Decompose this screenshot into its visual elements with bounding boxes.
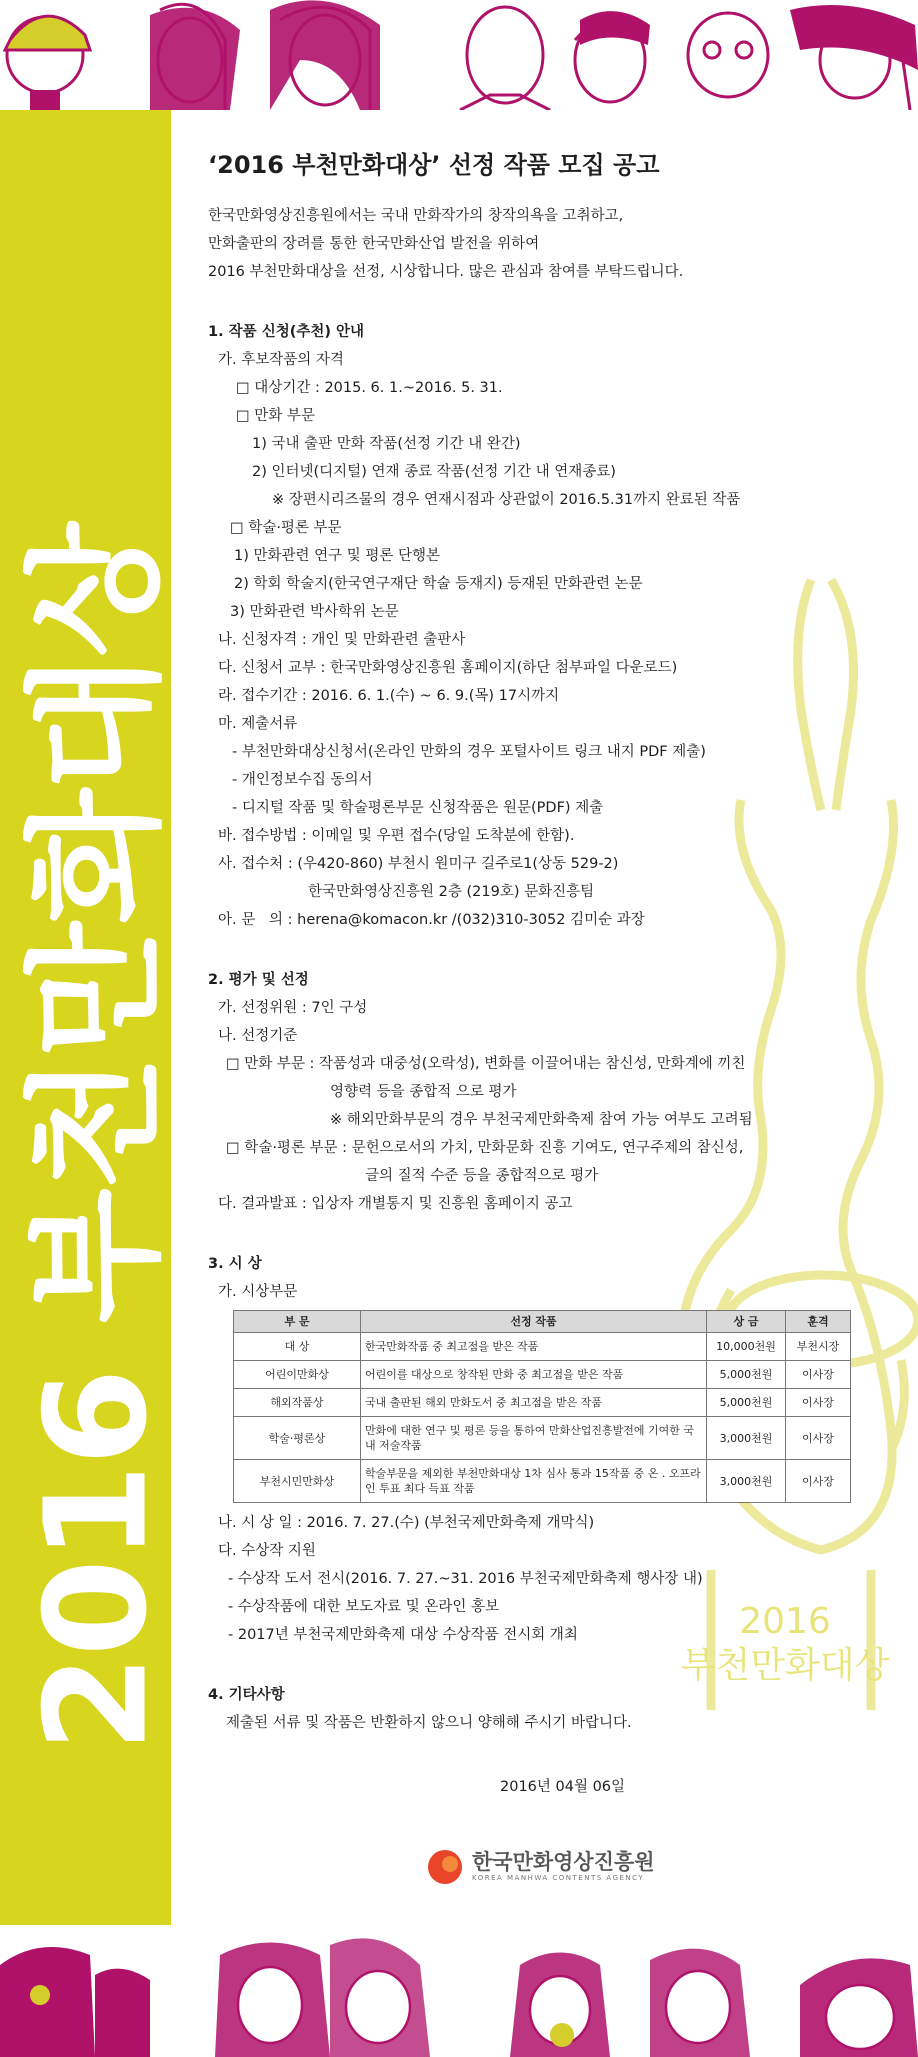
table-cell: 어린이만화상 [234, 1361, 361, 1389]
section-1-line: ※ 장편시리즈물의 경우 연재시점과 상관없이 2016.5.31까지 완료된 작품 [272, 492, 741, 508]
section-3-line: - 2017년 부천국제만화축제 대상 수상작품 전시회 개최 [228, 1627, 578, 1643]
table-cell: 학술부문을 제외한 부천만화대상 1차 심사 통과 15작품 중 온 . 오프라인 투표 최다 득표 작품 [361, 1460, 707, 1503]
section-1-line: 마. 제출서류 [218, 716, 298, 732]
table-cell: 국내 출판된 해외 만화도서 중 최고점을 받은 작품 [361, 1389, 707, 1417]
section-1-line: 2) 인터넷(디지털) 연재 종료 작품(선정 기간 내 연재종료) [252, 464, 616, 480]
section-1-line: □ 대상기간 : 2015. 6. 1.~2016. 5. 31. [236, 380, 503, 396]
section-3-line: - 수상작 도서 전시(2016. 7. 27.~31. 2016 부천국제만화축제 행사장 내) [228, 1571, 703, 1587]
intro-line: 2016 부천만화대상을 선정, 시상합니다. 많은 관심과 참여를 부탁드립니다. [208, 264, 684, 280]
section-3-line: - 수상작품에 대한 보도자료 및 온라인 홍보 [228, 1599, 500, 1615]
section-1-line: - 개인정보수집 동의서 [232, 772, 373, 788]
table-cell: 10,000천원 [707, 1333, 786, 1361]
section-1-line: 다. 신청서 교부 : 한국만화영상진흥원 홈페이지(하단 첨부파일 다운로드) [218, 660, 678, 676]
section-1-line: 한국만화영상진흥원 2층 (219호) 문화진흥팀 [308, 884, 595, 900]
table-cell: 어린이를 대상으로 창작된 만화 중 최고점을 받은 작품 [361, 1361, 707, 1389]
side-title: 2016 부천만화대상 [15, 524, 179, 1752]
section-1-title: 1. 작품 신청(추천) 안내 [208, 324, 365, 340]
section-1-line: □ 학술·평론 부문 [230, 520, 342, 536]
table-cell: 대 상 [234, 1333, 361, 1361]
section-1-line: 바. 접수방법 : 이메일 및 우편 접수(당일 도착분에 한함). [218, 828, 575, 844]
table-cell: 5,000천원 [707, 1389, 786, 1417]
section-2-line: 나. 선정기준 [218, 1028, 298, 1044]
agency-english-name: KOREA MANHWA CONTENTS AGENCY [472, 1874, 645, 1882]
section-1-line: 1) 국내 출판 만화 작품(선정 기간 내 완간) [252, 436, 521, 452]
table-cell: 한국만화작품 중 최고점을 받은 작품 [361, 1333, 707, 1361]
section-1-line: □ 만화 부문 [236, 408, 315, 424]
table-cell: 3,000천원 [707, 1417, 786, 1460]
bottom-comic-banner [0, 1925, 918, 2057]
section-1-line: 가. 후보작품의 자격 [218, 352, 344, 368]
intro-line: 만화출판의 장려를 통한 한국만화산업 발전을 위하여 [208, 236, 540, 252]
prize-table [233, 1310, 851, 1503]
section-2-line: 글의 질적 수준 등을 종합적으로 평가 [365, 1168, 599, 1184]
prize-table-header: 부 문 [234, 1311, 361, 1333]
top-comic-banner [0, 0, 918, 110]
comic-characters-illustration [0, 0, 918, 110]
section-3-sub: 가. 시상부문 [218, 1284, 298, 1300]
prize-table-header: 상 금 [707, 1311, 786, 1333]
section-4-line: 제출된 서류 및 작품은 반환하지 않으니 양해해 주시기 바랍니다. [226, 1715, 632, 1731]
deco-award-text [660, 1600, 910, 1688]
deco-year: 2016 [739, 1601, 831, 1642]
notice-date: 2016년 04월 06일 [500, 1779, 626, 1795]
section-2-line: 가. 선정위원 : 7인 구성 [218, 1000, 368, 1016]
section-2-line: ※ 해외만화부문의 경우 부천국제만화축제 참여 가능 여부도 고려됨 [330, 1112, 753, 1128]
table-cell: 학술·평론상 [234, 1417, 361, 1460]
table-cell: 3,000천원 [707, 1460, 786, 1503]
intro-line: 한국만화영상진흥원에서는 국내 만화작가의 창작의욕을 고취하고, [208, 208, 624, 224]
table-cell: 해외작품상 [234, 1389, 361, 1417]
side-stripe [0, 110, 179, 1925]
notice-document [208, 150, 840, 1737]
agency-logo-icon [428, 1850, 462, 1884]
prize-table-header: 훈격 [786, 1311, 851, 1333]
comic-characters-illustration [0, 1925, 918, 2057]
section-1-line: 2) 학회 학술지(한국연구재단 학술 등재지) 등재된 만화관련 논문 [234, 576, 643, 592]
section-1-line: 라. 접수기간 : 2016. 6. 1.(수) ~ 6. 9.(목) 17시까지 [218, 688, 560, 704]
table-row [234, 1460, 851, 1503]
agency-name: 한국만화영상진흥원 [472, 1850, 655, 1874]
section-1-line: 아. 문 의 : herena@komacon.kr /(032)310-3052 김미순 과장 [218, 912, 645, 928]
section-4-title: 4. 기타사항 [208, 1687, 285, 1703]
table-cell: 이사장 [786, 1460, 851, 1503]
section-2-line: 영향력 등을 종합적 으로 평가 [330, 1084, 517, 1100]
section-1-line: 3) 만화관련 박사학위 논문 [230, 604, 399, 620]
section-1-line: 사. 접수처 : (우420-860) 부천시 원미구 길주로1(상동 529-2) [218, 856, 619, 872]
table-row [234, 1417, 851, 1460]
section-1-line: - 부천만화대상신청서(온라인 만화의 경우 포털사이트 링크 내지 PDF 제출) [232, 744, 706, 760]
table-cell: 이사장 [786, 1389, 851, 1417]
table-row [234, 1389, 851, 1417]
agency-logo [428, 1850, 655, 1884]
table-cell: 부천시장 [786, 1333, 851, 1361]
section-2-line: □ 학술·평론 부문 : 문헌으로서의 가치, 만화문화 진흥 기여도, 연구주제의 참신성, [226, 1140, 744, 1156]
section-1-line: 나. 신청자격 : 개인 및 만화관련 출판사 [218, 632, 466, 648]
section-2-title: 2. 평가 및 선정 [208, 972, 309, 988]
table-row [234, 1333, 851, 1361]
section-2-line: □ 만화 부문 : 작품성과 대중성(오락성), 변화를 이끌어내는 참신성, 만화계에 끼친 [226, 1056, 746, 1072]
section-3-line: 다. 수상작 지원 [218, 1543, 316, 1559]
table-row [234, 1361, 851, 1389]
table-cell: 부천시민만화상 [234, 1460, 361, 1503]
section-3-line: 나. 시 상 일 : 2016. 7. 27.(수) (부천국제만화축제 개막식) [218, 1515, 595, 1531]
section-3-title: 3. 시 상 [208, 1256, 262, 1272]
table-cell: 이사장 [786, 1361, 851, 1389]
prize-table-header: 선정 작품 [361, 1311, 707, 1333]
table-cell: 만화에 대한 연구 및 평론 등을 통하여 만화산업진흥발전에 기여한 국내 저술작품 [361, 1417, 707, 1460]
table-cell: 5,000천원 [707, 1361, 786, 1389]
section-1-line: - 디지털 작품 및 학술평론부문 신청작품은 원문(PDF) 제출 [232, 800, 604, 816]
table-cell: 이사장 [786, 1417, 851, 1460]
section-1-line: 1) 만화관련 연구 및 평론 단행본 [234, 548, 441, 564]
section-2-line: 다. 결과발표 : 입상자 개별통지 및 진흥원 홈페이지 공고 [218, 1196, 573, 1212]
document-title: ‘2016 부천만화대상’ 선정 작품 모집 공고 [208, 151, 660, 179]
deco-award-name: 부천만화대상 [680, 1645, 890, 1686]
